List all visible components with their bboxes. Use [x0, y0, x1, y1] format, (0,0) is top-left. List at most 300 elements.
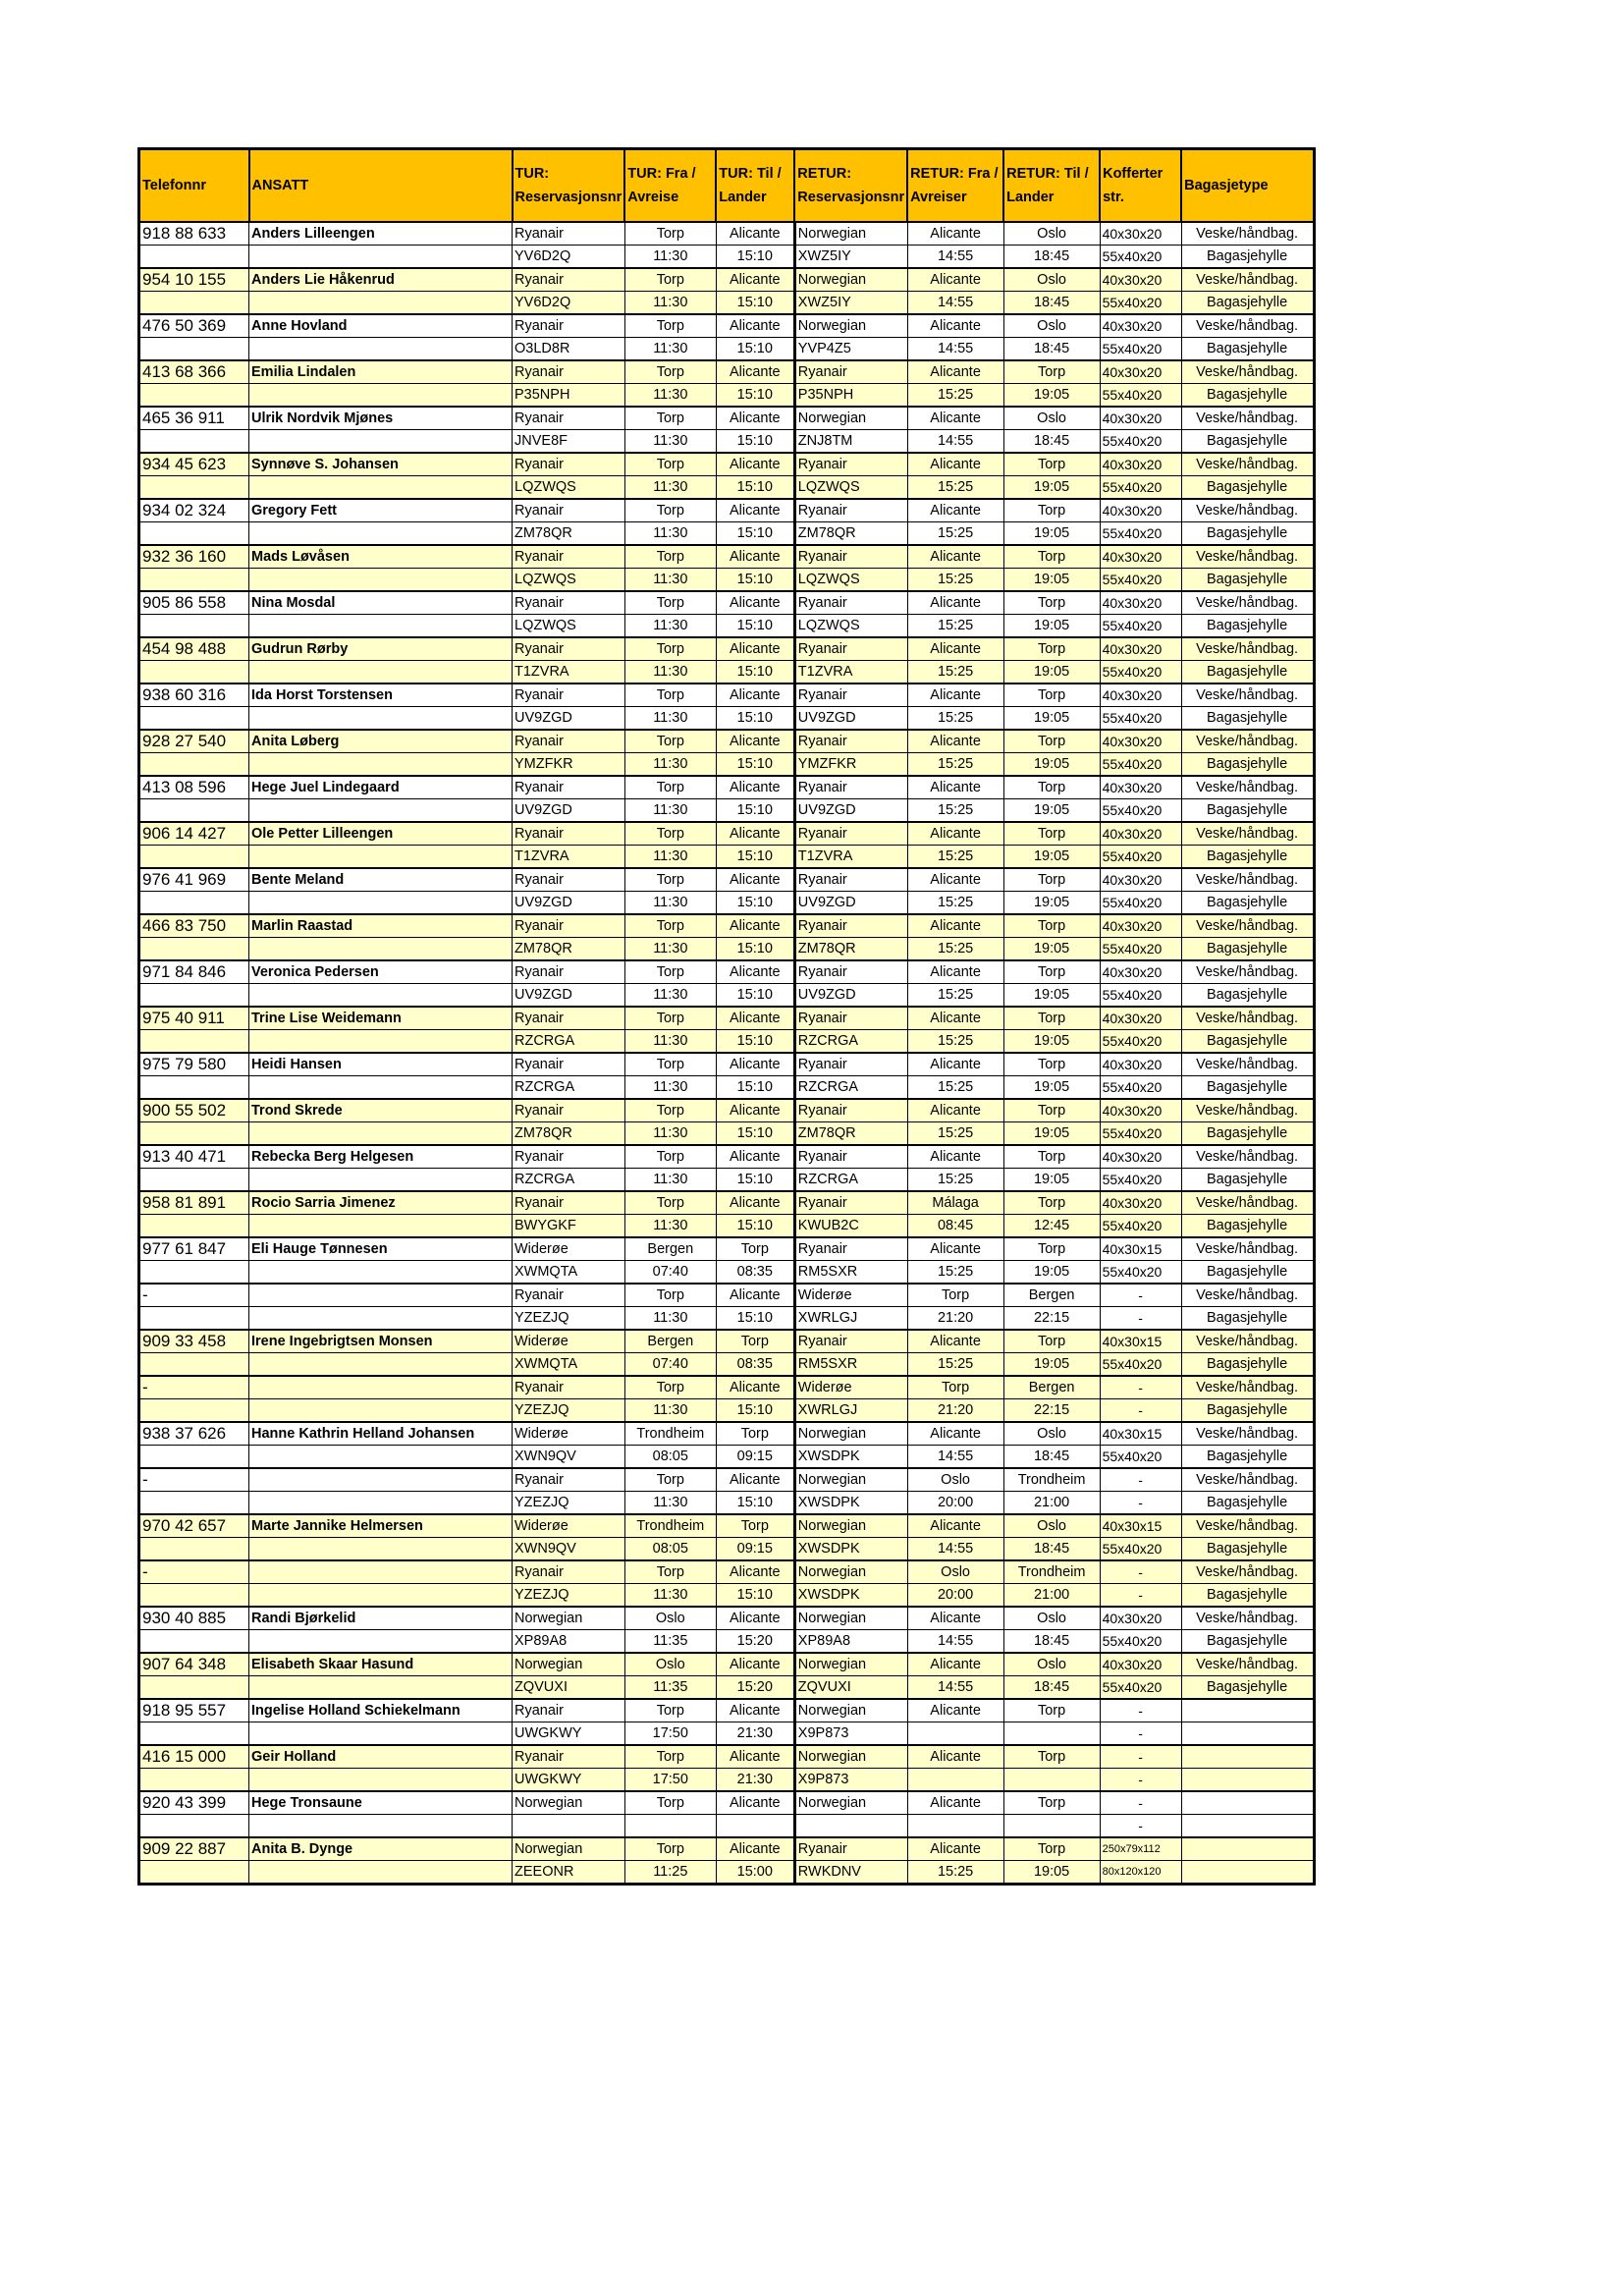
col-retur-from-header: RETUR: Fra / Avreiser — [907, 149, 1003, 223]
suitcase-size-cell: 55x40x20 — [1100, 1538, 1181, 1561]
from-cell: Bergen — [624, 1330, 716, 1353]
employee-cell — [249, 1376, 513, 1399]
table-row — [139, 822, 1315, 846]
return-airline-or-code-cell: Norwegian — [794, 1468, 907, 1492]
from-cell: Torp — [624, 591, 716, 615]
airline-or-code-cell: Norwegian — [513, 1607, 625, 1630]
airline-or-code-cell: P35NPH — [513, 384, 625, 408]
employee-cell: Randi Bjørkelid — [249, 1607, 513, 1630]
return-to-cell: Torp — [1003, 499, 1100, 522]
return-to-cell: 19:05 — [1003, 1353, 1100, 1377]
to-cell: 15:10 — [716, 384, 794, 408]
return-airline-or-code-cell: UV9ZGD — [794, 892, 907, 915]
suitcase-size-cell: 55x40x20 — [1100, 522, 1181, 546]
return-from-cell: 20:00 — [907, 1584, 1003, 1608]
table-row — [139, 384, 1315, 408]
return-airline-or-code-cell: XWRLGJ — [794, 1399, 907, 1423]
return-from-cell: 08:45 — [907, 1215, 1003, 1238]
suitcase-size-cell: 40x30x20 — [1100, 222, 1181, 246]
return-to-cell: 19:05 — [1003, 569, 1100, 592]
phone-cell — [139, 1630, 249, 1654]
from-cell: Torp — [624, 453, 716, 476]
return-to-cell: Torp — [1003, 1007, 1100, 1030]
return-to-cell: Trondheim — [1003, 1560, 1100, 1584]
suitcase-size-cell: 40x30x15 — [1100, 1330, 1181, 1353]
table-row — [139, 730, 1315, 753]
return-airline-or-code-cell: Ryanair — [794, 1145, 907, 1169]
airline-or-code-cell: YZEZJQ — [513, 1399, 625, 1423]
phone-cell: 932 36 160 — [139, 545, 249, 569]
return-airline-or-code-cell: X9P873 — [794, 1769, 907, 1792]
to-cell: Alicante — [716, 1468, 794, 1492]
table-row — [139, 1007, 1315, 1030]
return-airline-or-code-cell: RZCRGA — [794, 1169, 907, 1192]
table-row — [139, 1538, 1315, 1561]
baggage-type-cell: Veske/håndbag. — [1181, 914, 1314, 938]
phone-cell — [139, 707, 249, 731]
baggage-type-cell — [1181, 1722, 1314, 1746]
phone-cell — [139, 799, 249, 823]
phone-cell: 975 40 911 — [139, 1007, 249, 1030]
return-airline-or-code-cell: Widerøe — [794, 1284, 907, 1307]
return-from-cell: 15:25 — [907, 984, 1003, 1008]
phone-cell — [139, 753, 249, 777]
airline-or-code-cell: UWGKWY — [513, 1722, 625, 1746]
return-airline-or-code-cell: Ryanair — [794, 822, 907, 846]
from-cell: Torp — [624, 960, 716, 984]
from-cell: 11:30 — [624, 476, 716, 500]
baggage-type-cell — [1181, 1837, 1314, 1861]
return-airline-or-code-cell: Ryanair — [794, 1007, 907, 1030]
to-cell: 15:10 — [716, 1584, 794, 1608]
phone-cell — [139, 661, 249, 684]
return-to-cell: 22:15 — [1003, 1399, 1100, 1423]
from-cell: Torp — [624, 499, 716, 522]
return-from-cell: 15:25 — [907, 1261, 1003, 1285]
to-cell: Alicante — [716, 360, 794, 384]
return-airline-or-code-cell: Ryanair — [794, 914, 907, 938]
from-cell: 11:30 — [624, 384, 716, 408]
airline-or-code-cell: XWMQTA — [513, 1353, 625, 1377]
to-cell: Alicante — [716, 1699, 794, 1722]
return-airline-or-code-cell: Ryanair — [794, 1837, 907, 1861]
table-row — [139, 1145, 1315, 1169]
phone-cell — [139, 846, 249, 869]
airline-or-code-cell: XWN9QV — [513, 1538, 625, 1561]
to-cell: 15:10 — [716, 522, 794, 546]
from-cell: Torp — [624, 1145, 716, 1169]
table-row — [139, 222, 1315, 246]
baggage-type-cell: Veske/håndbag. — [1181, 1376, 1314, 1399]
to-cell: Alicante — [716, 914, 794, 938]
baggage-type-cell: Veske/håndbag. — [1181, 1468, 1314, 1492]
to-cell: Alicante — [716, 683, 794, 707]
flight-booking-table — [137, 147, 1316, 1886]
suitcase-size-cell: 40x30x20 — [1100, 960, 1181, 984]
airline-or-code-cell: Norwegian — [513, 1837, 625, 1861]
return-to-cell: Oslo — [1003, 222, 1100, 246]
table-row — [139, 1122, 1315, 1146]
baggage-type-cell — [1181, 1791, 1314, 1815]
to-cell: Alicante — [716, 499, 794, 522]
return-to-cell: Torp — [1003, 914, 1100, 938]
return-from-cell: 20:00 — [907, 1492, 1003, 1515]
table-row — [139, 799, 1315, 823]
to-cell: 15:10 — [716, 661, 794, 684]
return-airline-or-code-cell: XWRLGJ — [794, 1307, 907, 1331]
to-cell: 09:15 — [716, 1538, 794, 1561]
employee-cell — [249, 476, 513, 500]
return-to-cell: Oslo — [1003, 1422, 1100, 1446]
phone-cell — [139, 476, 249, 500]
to-cell: Torp — [716, 1330, 794, 1353]
employee-cell — [249, 661, 513, 684]
return-airline-or-code-cell: LQZWQS — [794, 615, 907, 638]
return-to-cell: 19:05 — [1003, 1030, 1100, 1054]
baggage-type-cell — [1181, 1699, 1314, 1722]
from-cell: Torp — [624, 1837, 716, 1861]
phone-cell: 416 15 000 — [139, 1745, 249, 1769]
from-cell: 11:30 — [624, 846, 716, 869]
baggage-type-cell: Bagasjehylle — [1181, 1492, 1314, 1515]
return-airline-or-code-cell: T1ZVRA — [794, 846, 907, 869]
phone-cell — [139, 522, 249, 546]
baggage-type-cell: Veske/håndbag. — [1181, 499, 1314, 522]
table-row — [139, 776, 1315, 799]
from-cell: Torp — [624, 268, 716, 292]
airline-or-code-cell: UV9ZGD — [513, 892, 625, 915]
table-row — [139, 1446, 1315, 1469]
employee-cell — [249, 1215, 513, 1238]
suitcase-size-cell: 40x30x20 — [1100, 453, 1181, 476]
employee-cell — [249, 1769, 513, 1792]
suitcase-size-cell: 40x30x20 — [1100, 360, 1181, 384]
suitcase-size-cell: 40x30x20 — [1100, 1653, 1181, 1676]
baggage-type-cell: Bagasjehylle — [1181, 938, 1314, 961]
to-cell: Alicante — [716, 407, 794, 430]
table-row — [139, 476, 1315, 500]
airline-or-code-cell: Ryanair — [513, 222, 625, 246]
table-row — [139, 1353, 1315, 1377]
suitcase-size-cell: 40x30x20 — [1100, 1145, 1181, 1169]
airline-or-code-cell: Ryanair — [513, 1376, 625, 1399]
suitcase-size-cell: 55x40x20 — [1100, 1630, 1181, 1654]
return-from-cell: Alicante — [907, 407, 1003, 430]
return-from-cell: Alicante — [907, 268, 1003, 292]
return-from-cell: 15:25 — [907, 1169, 1003, 1192]
return-airline-or-code-cell: XWZ5IY — [794, 292, 907, 315]
employee-cell — [249, 1030, 513, 1054]
airline-or-code-cell: Ryanair — [513, 1053, 625, 1076]
table-row — [139, 338, 1315, 361]
return-airline-or-code-cell: Ryanair — [794, 683, 907, 707]
suitcase-size-cell: - — [1100, 1284, 1181, 1307]
phone-cell — [139, 1399, 249, 1423]
suitcase-size-cell: 55x40x20 — [1100, 892, 1181, 915]
from-cell: Trondheim — [624, 1422, 716, 1446]
baggage-type-cell: Bagasjehylle — [1181, 615, 1314, 638]
from-cell: Torp — [624, 545, 716, 569]
return-airline-or-code-cell: Ryanair — [794, 1191, 907, 1215]
airline-or-code-cell: Ryanair — [513, 1560, 625, 1584]
return-airline-or-code-cell: UV9ZGD — [794, 799, 907, 823]
employee-cell: Hege Tronsaune — [249, 1791, 513, 1815]
return-to-cell: Oslo — [1003, 1514, 1100, 1538]
return-to-cell: 19:05 — [1003, 1076, 1100, 1100]
to-cell: Torp — [716, 1514, 794, 1538]
table-row — [139, 1815, 1315, 1838]
return-from-cell: Alicante — [907, 730, 1003, 753]
baggage-type-cell: Bagasjehylle — [1181, 753, 1314, 777]
return-from-cell: 21:20 — [907, 1307, 1003, 1331]
from-cell: Torp — [624, 822, 716, 846]
suitcase-size-cell: 40x30x20 — [1100, 268, 1181, 292]
return-from-cell: Alicante — [907, 1607, 1003, 1630]
from-cell: Torp — [624, 683, 716, 707]
to-cell: Alicante — [716, 822, 794, 846]
from-cell: 11:30 — [624, 569, 716, 592]
return-to-cell: 19:05 — [1003, 707, 1100, 731]
suitcase-size-cell: 40x30x20 — [1100, 868, 1181, 892]
return-airline-or-code-cell: KWUB2C — [794, 1215, 907, 1238]
table-row — [139, 545, 1315, 569]
suitcase-size-cell: 55x40x20 — [1100, 384, 1181, 408]
return-from-cell: Alicante — [907, 1653, 1003, 1676]
return-from-cell: Alicante — [907, 776, 1003, 799]
phone-cell: 928 27 540 — [139, 730, 249, 753]
from-cell: Torp — [624, 1099, 716, 1122]
baggage-type-cell: Veske/håndbag. — [1181, 730, 1314, 753]
suitcase-size-cell: 55x40x20 — [1100, 246, 1181, 269]
suitcase-size-cell: 40x30x20 — [1100, 1191, 1181, 1215]
return-to-cell: Torp — [1003, 1791, 1100, 1815]
phone-cell — [139, 1215, 249, 1238]
table-row — [139, 268, 1315, 292]
table-row — [139, 314, 1315, 338]
employee-cell — [249, 846, 513, 869]
table-row — [139, 1722, 1315, 1746]
airline-or-code-cell: Widerøe — [513, 1330, 625, 1353]
return-from-cell: Alicante — [907, 314, 1003, 338]
from-cell: Torp — [624, 637, 716, 661]
return-airline-or-code-cell: RZCRGA — [794, 1030, 907, 1054]
to-cell: 15:10 — [716, 1169, 794, 1192]
table-row — [139, 1745, 1315, 1769]
return-airline-or-code-cell: UV9ZGD — [794, 984, 907, 1008]
phone-cell: 975 79 580 — [139, 1053, 249, 1076]
to-cell: Alicante — [716, 1560, 794, 1584]
baggage-type-cell: Bagasjehylle — [1181, 292, 1314, 315]
from-cell: 08:05 — [624, 1538, 716, 1561]
baggage-type-cell: Bagasjehylle — [1181, 1261, 1314, 1285]
table-row — [139, 1492, 1315, 1515]
baggage-type-cell: Bagasjehylle — [1181, 892, 1314, 915]
return-airline-or-code-cell: T1ZVRA — [794, 661, 907, 684]
to-cell: Torp — [716, 1237, 794, 1261]
return-airline-or-code-cell: RWKDNV — [794, 1861, 907, 1885]
employee-cell — [249, 1584, 513, 1608]
airline-or-code-cell: UV9ZGD — [513, 984, 625, 1008]
phone-cell: 413 68 366 — [139, 360, 249, 384]
to-cell: Alicante — [716, 591, 794, 615]
suitcase-size-cell: 40x30x20 — [1100, 914, 1181, 938]
return-airline-or-code-cell: XWZ5IY — [794, 246, 907, 269]
suitcase-size-cell: - — [1100, 1307, 1181, 1331]
to-cell: 15:10 — [716, 799, 794, 823]
return-airline-or-code-cell: XWSDPK — [794, 1538, 907, 1561]
return-airline-or-code-cell: Ryanair — [794, 360, 907, 384]
return-airline-or-code-cell: Ryanair — [794, 1099, 907, 1122]
phone-cell — [139, 1261, 249, 1285]
return-airline-or-code-cell: Norwegian — [794, 222, 907, 246]
return-from-cell: Alicante — [907, 591, 1003, 615]
suitcase-size-cell: 55x40x20 — [1100, 476, 1181, 500]
from-cell: 11:30 — [624, 753, 716, 777]
airline-or-code-cell: Ryanair — [513, 591, 625, 615]
to-cell: Alicante — [716, 545, 794, 569]
return-to-cell — [1003, 1722, 1100, 1746]
return-to-cell: Torp — [1003, 683, 1100, 707]
return-to-cell — [1003, 1769, 1100, 1792]
airline-or-code-cell: YZEZJQ — [513, 1492, 625, 1515]
suitcase-size-cell: 40x30x15 — [1100, 1514, 1181, 1538]
from-cell: Torp — [624, 222, 716, 246]
to-cell: 15:10 — [716, 246, 794, 269]
suitcase-size-cell: 55x40x20 — [1100, 1030, 1181, 1054]
from-cell: 17:50 — [624, 1769, 716, 1792]
phone-cell: 900 55 502 — [139, 1099, 249, 1122]
return-to-cell: Torp — [1003, 1330, 1100, 1353]
airline-or-code-cell: Ryanair — [513, 960, 625, 984]
employee-cell — [249, 1399, 513, 1423]
return-airline-or-code-cell: Ryanair — [794, 591, 907, 615]
employee-cell — [249, 338, 513, 361]
table-row — [139, 960, 1315, 984]
suitcase-size-cell: - — [1100, 1791, 1181, 1815]
suitcase-size-cell: 55x40x20 — [1100, 846, 1181, 869]
return-from-cell: 14:55 — [907, 246, 1003, 269]
airline-or-code-cell: LQZWQS — [513, 615, 625, 638]
return-from-cell: 15:25 — [907, 846, 1003, 869]
return-airline-or-code-cell: Ryanair — [794, 960, 907, 984]
employee-cell: Rocio Sarria Jimenez — [249, 1191, 513, 1215]
suitcase-size-cell: 40x30x20 — [1100, 1607, 1181, 1630]
return-airline-or-code-cell: Norwegian — [794, 1791, 907, 1815]
baggage-type-cell: Bagasjehylle — [1181, 707, 1314, 731]
employee-cell: Emilia Lindalen — [249, 360, 513, 384]
employee-cell: Rebecka Berg Helgesen — [249, 1145, 513, 1169]
baggage-type-cell: Bagasjehylle — [1181, 569, 1314, 592]
employee-cell — [249, 799, 513, 823]
return-to-cell: Torp — [1003, 1745, 1100, 1769]
from-cell: Torp — [624, 1468, 716, 1492]
from-cell: 11:30 — [624, 522, 716, 546]
table-row — [139, 1376, 1315, 1399]
return-to-cell: Torp — [1003, 453, 1100, 476]
baggage-type-cell — [1181, 1861, 1314, 1885]
phone-cell: 907 64 348 — [139, 1653, 249, 1676]
to-cell: 15:10 — [716, 569, 794, 592]
to-cell: 15:10 — [716, 892, 794, 915]
employee-cell: Gregory Fett — [249, 499, 513, 522]
return-airline-or-code-cell: Ryanair — [794, 499, 907, 522]
employee-cell: Ulrik Nordvik Mjønes — [249, 407, 513, 430]
return-airline-or-code-cell: ZM78QR — [794, 1122, 907, 1146]
baggage-type-cell: Veske/håndbag. — [1181, 1653, 1314, 1676]
table-row — [139, 1676, 1315, 1700]
from-cell: Torp — [624, 360, 716, 384]
employee-cell: Anders Lie Håkenrud — [249, 268, 513, 292]
employee-cell: Ingelise Holland Schiekelmann — [249, 1699, 513, 1722]
table-row — [139, 984, 1315, 1008]
to-cell: 21:30 — [716, 1722, 794, 1746]
table-row — [139, 1607, 1315, 1630]
baggage-type-cell: Bagasjehylle — [1181, 1538, 1314, 1561]
return-to-cell: Torp — [1003, 1053, 1100, 1076]
airline-or-code-cell: Ryanair — [513, 1745, 625, 1769]
return-from-cell — [907, 1769, 1003, 1792]
return-from-cell: 15:25 — [907, 892, 1003, 915]
return-from-cell: Oslo — [907, 1468, 1003, 1492]
return-from-cell: Alicante — [907, 914, 1003, 938]
phone-cell — [139, 938, 249, 961]
return-from-cell: 15:25 — [907, 661, 1003, 684]
baggage-type-cell: Veske/håndbag. — [1181, 1284, 1314, 1307]
return-to-cell: 18:45 — [1003, 246, 1100, 269]
return-airline-or-code-cell: YMZFKR — [794, 753, 907, 777]
return-airline-or-code-cell: Ryanair — [794, 453, 907, 476]
phone-cell: 913 40 471 — [139, 1145, 249, 1169]
return-airline-or-code-cell: YVP4Z5 — [794, 338, 907, 361]
employee-cell — [249, 1861, 513, 1885]
phone-cell: 954 10 155 — [139, 268, 249, 292]
from-cell: Torp — [624, 1284, 716, 1307]
from-cell: Oslo — [624, 1653, 716, 1676]
baggage-type-cell: Veske/håndbag. — [1181, 360, 1314, 384]
from-cell: Bergen — [624, 1237, 716, 1261]
employee-cell: Hege Juel Lindegaard — [249, 776, 513, 799]
airline-or-code-cell: Ryanair — [513, 637, 625, 661]
to-cell: Alicante — [716, 960, 794, 984]
table-body — [139, 222, 1315, 1885]
airline-or-code-cell: Ryanair — [513, 1099, 625, 1122]
baggage-type-cell: Veske/håndbag. — [1181, 545, 1314, 569]
table-row — [139, 1468, 1315, 1492]
employee-cell: Veronica Pedersen — [249, 960, 513, 984]
phone-cell: 454 98 488 — [139, 637, 249, 661]
airline-or-code-cell: Ryanair — [513, 1145, 625, 1169]
suitcase-size-cell: - — [1100, 1699, 1181, 1722]
return-airline-or-code-cell: XWSDPK — [794, 1446, 907, 1469]
employee-cell: Elisabeth Skaar Hasund — [249, 1653, 513, 1676]
from-cell: Torp — [624, 776, 716, 799]
airline-or-code-cell: YV6D2Q — [513, 246, 625, 269]
baggage-type-cell — [1181, 1745, 1314, 1769]
employee-cell — [249, 1722, 513, 1746]
airline-or-code-cell: Ryanair — [513, 545, 625, 569]
return-to-cell: Torp — [1003, 1099, 1100, 1122]
to-cell: 15:10 — [716, 1307, 794, 1331]
from-cell: Torp — [624, 314, 716, 338]
airline-or-code-cell: XWN9QV — [513, 1446, 625, 1469]
table-row — [139, 407, 1315, 430]
return-from-cell: 15:25 — [907, 1030, 1003, 1054]
return-to-cell: 19:05 — [1003, 1169, 1100, 1192]
phone-cell — [139, 1122, 249, 1146]
return-airline-or-code-cell: LQZWQS — [794, 569, 907, 592]
employee-cell — [249, 707, 513, 731]
return-from-cell: 14:55 — [907, 1446, 1003, 1469]
